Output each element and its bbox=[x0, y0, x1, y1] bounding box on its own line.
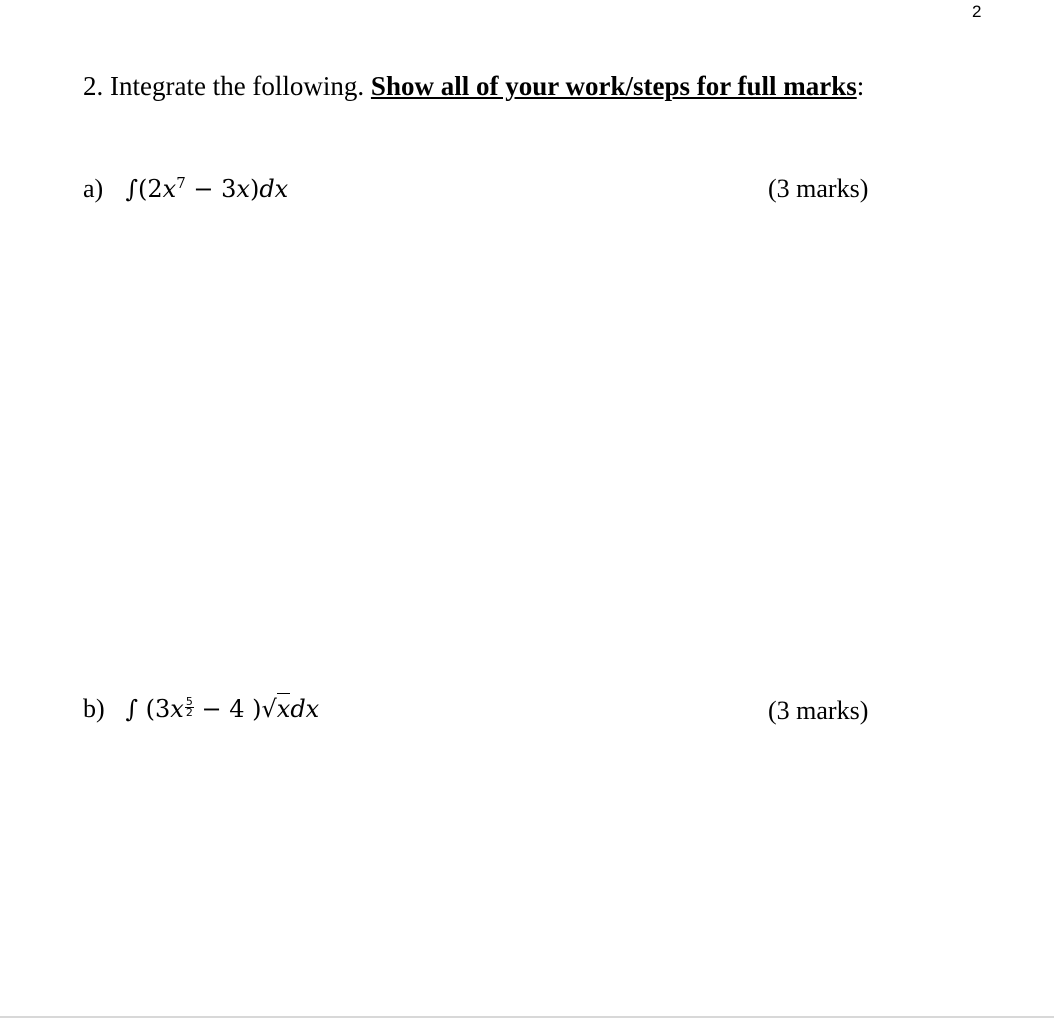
expr-a-close: ) bbox=[249, 175, 260, 203]
integral-sign: ∫ bbox=[125, 175, 139, 203]
question-colon: : bbox=[856, 71, 865, 101]
exp-denominator: 2 bbox=[185, 706, 193, 719]
sqrt-radicand: x bbox=[276, 695, 291, 723]
question-intro: Integrate the following. bbox=[110, 71, 365, 101]
expr-a-exponent: 7 bbox=[176, 174, 186, 192]
exp-numerator: 5 bbox=[185, 695, 193, 708]
part-b-marks: (3 marks) bbox=[768, 696, 869, 725]
question-number: 2. bbox=[83, 71, 104, 101]
expr-b-dx: dx bbox=[290, 695, 320, 723]
sqrt-sign: √ bbox=[261, 695, 277, 723]
part-b bbox=[83, 694, 319, 724]
question-emphasis: Show all of your work/steps for full marks bbox=[370, 71, 857, 101]
part-a-expression bbox=[126, 175, 289, 203]
expr-b-var1: x bbox=[170, 695, 184, 723]
fraction-exponent bbox=[185, 697, 194, 718]
expr-b-open: (3 bbox=[138, 695, 171, 723]
part-a-marks: (3 marks) bbox=[768, 174, 869, 203]
expr-a-open: (2 bbox=[138, 175, 163, 203]
part-b-label: b) bbox=[83, 694, 105, 723]
integral-sign: ∫ bbox=[125, 695, 139, 723]
expr-b-middle: − 4 ) bbox=[193, 695, 262, 723]
part-a-label: a) bbox=[83, 174, 104, 203]
part-a bbox=[83, 174, 288, 204]
part-b-expression bbox=[126, 695, 320, 723]
question-heading bbox=[83, 71, 864, 102]
page-bottom-divider bbox=[0, 1016, 1054, 1018]
expr-a-var1: x bbox=[162, 175, 177, 203]
expr-a-middle: − 3 bbox=[185, 175, 237, 203]
expr-a-var2: x bbox=[236, 175, 250, 203]
page-number: 2 bbox=[972, 2, 982, 21]
expr-a-dx: dx bbox=[259, 175, 289, 203]
